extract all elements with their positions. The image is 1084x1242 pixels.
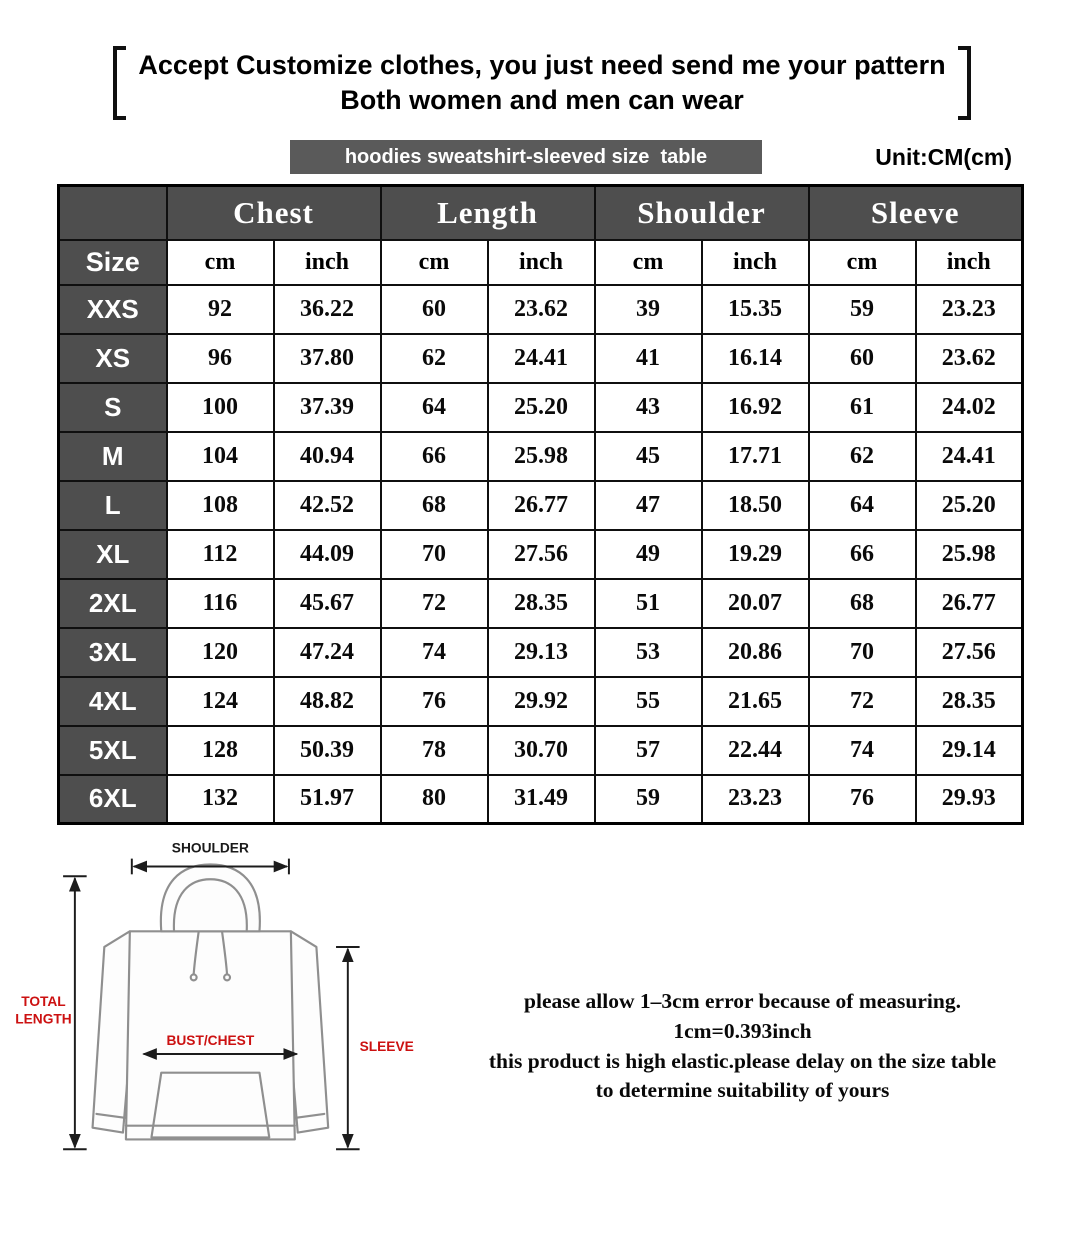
main-heading	[0, 46, 1084, 120]
group-header-sleeve: Sleeve	[809, 186, 1023, 240]
value-cell: 128	[167, 726, 274, 775]
value-cell: 68	[809, 579, 916, 628]
subheader-cell-chest-inch: inch	[274, 240, 381, 285]
value-cell: 59	[595, 775, 702, 824]
value-cell: 23.62	[916, 334, 1023, 383]
value-cell: 61	[809, 383, 916, 432]
value-cell: 18.50	[702, 481, 809, 530]
note-line-2: 1cm=0.393inch	[673, 1018, 812, 1043]
size-table-body	[59, 285, 1023, 824]
value-cell: 21.65	[702, 677, 809, 726]
table-row	[59, 334, 1023, 383]
value-cell: 59	[809, 285, 916, 334]
value-cell: 43	[595, 383, 702, 432]
notes	[446, 837, 1084, 1163]
value-cell: 16.92	[702, 383, 809, 432]
value-cell: 53	[595, 628, 702, 677]
value-cell: 78	[381, 726, 488, 775]
size-cell: S	[59, 383, 167, 432]
value-cell: 37.39	[274, 383, 381, 432]
value-cell: 26.77	[916, 579, 1023, 628]
value-cell: 47	[595, 481, 702, 530]
size-cell: 6XL	[59, 775, 167, 824]
value-cell: 42.52	[274, 481, 381, 530]
corner-cell	[59, 186, 167, 240]
value-cell: 29.92	[488, 677, 595, 726]
size-cell: 3XL	[59, 628, 167, 677]
subheader-cell-sleeve-inch: inch	[916, 240, 1023, 285]
value-cell: 100	[167, 383, 274, 432]
value-cell: 24.02	[916, 383, 1023, 432]
value-cell: 16.14	[702, 334, 809, 383]
value-cell: 29.14	[916, 726, 1023, 775]
value-cell: 20.86	[702, 628, 809, 677]
size-cell: XL	[59, 530, 167, 579]
value-cell: 20.07	[702, 579, 809, 628]
sleeve-label: SLEEVE	[359, 1039, 414, 1055]
value-cell: 60	[381, 285, 488, 334]
value-cell: 25.98	[488, 432, 595, 481]
table-title-banner: hoodies sweatshirt-sleeved size table	[290, 140, 762, 174]
value-cell: 40.94	[274, 432, 381, 481]
value-cell: 120	[167, 628, 274, 677]
shoulder-label: SHOULDER	[171, 840, 249, 856]
table-row	[59, 579, 1023, 628]
page	[0, 46, 1084, 1163]
value-cell: 50.39	[274, 726, 381, 775]
value-cell: 70	[809, 628, 916, 677]
subheader-cell-shoulder-cm: cm	[595, 240, 702, 285]
value-cell: 51.97	[274, 775, 381, 824]
value-cell: 96	[167, 334, 274, 383]
group-header-row	[59, 186, 1023, 240]
value-cell: 92	[167, 285, 274, 334]
table-row	[59, 383, 1023, 432]
value-cell: 25.98	[916, 530, 1023, 579]
heading-line-1: Accept Customize clothes, you just need send me your pattern	[138, 50, 946, 80]
value-cell: 60	[809, 334, 916, 383]
value-cell: 31.49	[488, 775, 595, 824]
value-cell: 25.20	[916, 481, 1023, 530]
value-cell: 27.56	[916, 628, 1023, 677]
unit-label: Unit:CM(cm)	[875, 143, 1012, 170]
value-cell: 74	[381, 628, 488, 677]
group-header-chest: Chest	[167, 186, 381, 240]
value-cell: 28.35	[488, 579, 595, 628]
table-row	[59, 628, 1023, 677]
bottom-section	[0, 837, 1084, 1163]
value-cell: 25.20	[488, 383, 595, 432]
subheader-cell-chest-cm: cm	[167, 240, 274, 285]
note-line-1: please allow 1–3cm error because of measuring.	[524, 989, 961, 1014]
table-row	[59, 481, 1023, 530]
value-cell: 66	[381, 432, 488, 481]
size-cell: M	[59, 432, 167, 481]
value-cell: 66	[809, 530, 916, 579]
heading-line-2: Both women and men can wear	[340, 85, 744, 116]
value-cell: 80	[381, 775, 488, 824]
total-length-label-line2: LENGTH	[15, 1011, 72, 1027]
value-cell: 28.35	[916, 677, 1023, 726]
value-cell: 47.24	[274, 628, 381, 677]
value-cell: 108	[167, 481, 274, 530]
subheader-cell-length-cm: cm	[381, 240, 488, 285]
value-cell: 57	[595, 726, 702, 775]
value-cell: 72	[381, 579, 488, 628]
value-cell: 62	[381, 334, 488, 383]
value-cell: 45.67	[274, 579, 381, 628]
value-cell: 64	[381, 383, 488, 432]
right-bracket-decoration	[958, 46, 971, 120]
value-cell: 17.71	[702, 432, 809, 481]
value-cell: 68	[381, 481, 488, 530]
table-row	[59, 530, 1023, 579]
value-cell: 51	[595, 579, 702, 628]
subheader-cell-length-inch: inch	[488, 240, 595, 285]
value-cell: 49	[595, 530, 702, 579]
bust-chest-label: BUST/CHEST	[166, 1033, 255, 1049]
table-row	[59, 775, 1023, 824]
size-header-cell: Size	[59, 240, 167, 285]
banner-row	[0, 140, 1084, 174]
value-cell: 104	[167, 432, 274, 481]
size-cell: 2XL	[59, 579, 167, 628]
value-cell: 23.23	[916, 285, 1023, 334]
value-cell: 22.44	[702, 726, 809, 775]
value-cell: 27.56	[488, 530, 595, 579]
group-header-length: Length	[381, 186, 595, 240]
value-cell: 41	[595, 334, 702, 383]
value-cell: 39	[595, 285, 702, 334]
value-cell: 55	[595, 677, 702, 726]
size-cell: 5XL	[59, 726, 167, 775]
value-cell: 26.77	[488, 481, 595, 530]
value-cell: 30.70	[488, 726, 595, 775]
heading-text	[134, 46, 949, 120]
value-cell: 24.41	[916, 432, 1023, 481]
value-cell: 45	[595, 432, 702, 481]
value-cell: 29.13	[488, 628, 595, 677]
value-cell: 64	[809, 481, 916, 530]
value-cell: 70	[381, 530, 488, 579]
value-cell: 124	[167, 677, 274, 726]
table-row	[59, 677, 1023, 726]
value-cell: 48.82	[274, 677, 381, 726]
total-length-label-line1: TOTAL	[21, 994, 66, 1010]
left-bracket-decoration	[113, 46, 126, 120]
table-row	[59, 432, 1023, 481]
table-row	[59, 726, 1023, 775]
size-table-head	[59, 186, 1023, 285]
table-row	[59, 285, 1023, 334]
value-cell: 112	[167, 530, 274, 579]
value-cell: 74	[809, 726, 916, 775]
value-cell: 24.41	[488, 334, 595, 383]
value-cell: 29.93	[916, 775, 1023, 824]
value-cell: 62	[809, 432, 916, 481]
value-cell: 15.35	[702, 285, 809, 334]
value-cell: 37.80	[274, 334, 381, 383]
value-cell: 116	[167, 579, 274, 628]
subheader-cell-shoulder-inch: inch	[702, 240, 809, 285]
value-cell: 76	[381, 677, 488, 726]
unit-header-row	[59, 240, 1023, 285]
value-cell: 36.22	[274, 285, 381, 334]
group-header-shoulder: Shoulder	[595, 186, 809, 240]
size-cell: XXS	[59, 285, 167, 334]
size-cell: 4XL	[59, 677, 167, 726]
hoodie-outline	[93, 865, 329, 1140]
note-line-3: this product is high elastic.please delay on the size table	[488, 1048, 997, 1073]
hoodie-measurement-diagram	[14, 837, 446, 1163]
value-cell: 76	[809, 775, 916, 824]
size-cell: XS	[59, 334, 167, 383]
value-cell: 19.29	[702, 530, 809, 579]
value-cell: 23.62	[488, 285, 595, 334]
size-cell: L	[59, 481, 167, 530]
size-table	[57, 184, 1024, 825]
value-cell: 23.23	[702, 775, 809, 824]
value-cell: 132	[167, 775, 274, 824]
value-cell: 44.09	[274, 530, 381, 579]
value-cell: 72	[809, 677, 916, 726]
note-line-4: to determine suitability of yours	[595, 1078, 890, 1103]
subheader-cell-sleeve-cm: cm	[809, 240, 916, 285]
